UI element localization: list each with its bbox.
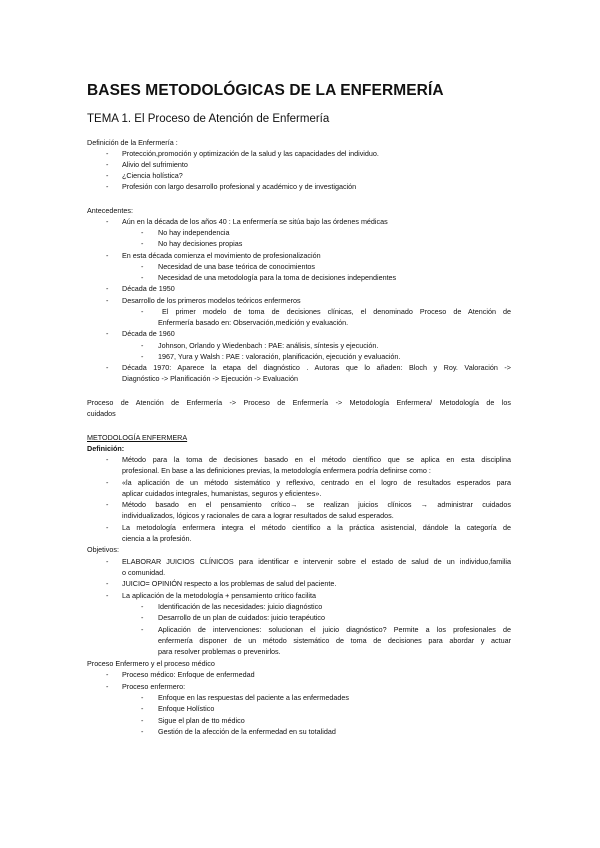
bullet: - xyxy=(141,693,144,702)
bullet: - xyxy=(141,307,144,316)
bullet: - xyxy=(106,182,109,191)
list-item: Enfoque en las respuestas del paciente a las enfermedades xyxy=(158,693,349,702)
bullet: - xyxy=(106,579,109,588)
list-item-continued: Enfermería basado en: Observación,medición y evaluación. xyxy=(158,318,349,327)
list-item: Desarrollo de los primeros modelos teóricos enfermeros xyxy=(122,296,301,305)
list-item: Método basado en el pensamiento crítico→ se realizan juicios clínicos → administrar cuidados xyxy=(122,500,511,509)
document-title: BASES METODOLÓGICAS DE LA ENFERMERÍA xyxy=(87,82,444,99)
bullet: - xyxy=(141,727,144,736)
list-item: No hay decisiones propias xyxy=(158,239,243,248)
list-item: Método para la toma de decisiones basado en el método científico que se aplica en esta disciplina xyxy=(122,455,511,464)
bullet: - xyxy=(106,478,109,487)
list-item: Enfoque Holístico xyxy=(158,704,215,713)
bullet: - xyxy=(106,557,109,566)
bullet: - xyxy=(141,262,144,271)
list-item-continued: profesional. En base a las definiciones previas, la metodología enfermera podría definirse como : xyxy=(122,466,431,475)
list-item-continued: aplicar cuidados integrales, humanistas, seguros y eficientes». xyxy=(122,489,322,498)
list-item-continued: o comunidad. xyxy=(122,568,166,577)
bullet: - xyxy=(141,352,144,361)
list-item: Década 1970: Aparece la etapa del diagnóstico . Autoras que lo añaden: Bloch y Roy. Valoración -> xyxy=(122,363,511,372)
document-subtitle: TEMA 1. El Proceso de Atención de Enfermería xyxy=(87,113,330,125)
list-item: Aún en la década de los años 40 : La enfermería se sitúa bajo las órdenes médicas xyxy=(122,217,388,226)
list-item: Proceso médico: Enfoque de enfermedad xyxy=(122,670,255,679)
bullet: - xyxy=(141,716,144,725)
list-item: 1967, Yura y Walsh : PAE : valoración, planificación, ejecución y evaluación. xyxy=(158,352,401,361)
list-item: Gestión de la afección de la enfermedad en su totalidad xyxy=(158,727,336,736)
list-item-continued: Diagnóstico -> Planificación -> Ejecución -> Evaluación xyxy=(122,374,298,383)
bullet: - xyxy=(106,363,109,372)
bullet: - xyxy=(141,239,144,248)
bullet: - xyxy=(106,670,109,679)
bullet: - xyxy=(106,284,109,293)
list-item: No hay independencia xyxy=(158,228,230,237)
bullet: - xyxy=(141,341,144,350)
list-item: Aplicación de intervenciones: solucionan el juicio diagnóstico? Permite a los profesionales de xyxy=(158,625,511,634)
list-item-continued: ciencia a la profesión. xyxy=(122,534,192,543)
list-item: La metodología enfermera integra el método científico a la práctica asistencial, dándole la categoría de xyxy=(122,523,511,532)
bullet: - xyxy=(106,296,109,305)
list-item: Identificación de las necesidades: juicio diagnóstico xyxy=(158,602,323,611)
list-item: ELABORAR JUICIOS CLÍNICOS para identificar e intervenir sobre el estado de salud de un individuo,familia xyxy=(122,557,511,566)
list-item: «la aplicación de un método sistemático y reflexivo, centrado en el logro de resultados esperados para xyxy=(122,478,511,487)
proceso-line: Proceso de Atención de Enfermería -> Proceso de Enfermería -> Metodología Enfermera/ Metodología de los xyxy=(87,398,511,407)
bullet: - xyxy=(106,217,109,226)
list-item: Necesidad de una base teórica de conocimientos xyxy=(158,262,316,271)
bullet: - xyxy=(106,149,109,158)
definicion-subheading: Definición: xyxy=(87,444,125,453)
list-item: Década de 1960 xyxy=(122,329,175,338)
list-item: JUICIO= OPINIÓN respecto a los problemas de salud del paciente. xyxy=(122,579,337,588)
list-item-continued: para resolver problemas o prevenirlos. xyxy=(158,647,281,656)
bullet: - xyxy=(106,591,109,600)
list-item: El primer modelo de toma de decisiones clínicas, el denominado Proceso de Atención de xyxy=(162,307,511,316)
metodologia-heading: METODOLOGÍA ENFERMERA xyxy=(87,433,188,442)
list-item: Sigue el plan de tto médico xyxy=(158,716,245,725)
definicion-heading: Definición de la Enfermería : xyxy=(87,138,178,147)
list-item: Necesidad de una metodología para la toma de decisiones independientes xyxy=(158,273,397,282)
antecedentes-heading: Antecedentes: xyxy=(87,206,133,215)
bullet: - xyxy=(141,273,144,282)
list-item: Profesión con largo desarrollo profesional y académico y de investigación xyxy=(122,182,357,191)
bullet: - xyxy=(106,500,109,509)
proceso-medico-heading: Proceso Enfermero y el proceso médico xyxy=(87,659,215,668)
list-item: Proceso enfermero: xyxy=(122,682,186,691)
bullet: - xyxy=(141,228,144,237)
bullet: - xyxy=(141,602,144,611)
bullet: - xyxy=(141,625,144,634)
proceso-line-continued: cuidados xyxy=(87,409,116,418)
list-item-continued: individualizados, lógicos y racionales de cara a lograr resultados de salud esperados. xyxy=(122,511,394,520)
bullet: - xyxy=(106,171,109,180)
bullet: - xyxy=(106,329,109,338)
list-item-continued: enfermería disponer de un método sistemático de toma de decisiones para abordar y actuar xyxy=(158,636,511,645)
list-item: Protección,promoción y optimización de la salud y las capacidades del individuo. xyxy=(122,149,379,158)
bullet: - xyxy=(141,613,144,622)
list-item: Alivio del sufrimiento xyxy=(122,160,188,169)
bullet: - xyxy=(106,160,109,169)
list-item: Desarrollo de un plan de cuidados: juicio terapéutico xyxy=(158,613,326,622)
list-item: Johnson, Orlando y Wiedenbach : PAE: análisis, síntesis y ejecución. xyxy=(158,341,379,350)
list-item: En esta década comienza el movimiento de profesionalización xyxy=(122,251,321,260)
objetivos-heading: Objetivos: xyxy=(87,545,119,554)
bullet: - xyxy=(106,455,109,464)
bullet: - xyxy=(106,251,109,260)
bullet: - xyxy=(141,704,144,713)
list-item: ¿Ciencia holística? xyxy=(122,171,183,180)
bullet: - xyxy=(106,523,109,532)
list-item: Década de 1950 xyxy=(122,284,175,293)
bullet: - xyxy=(106,682,109,691)
list-item: La aplicación de la metodología + pensamiento crítico facilita xyxy=(122,591,316,600)
